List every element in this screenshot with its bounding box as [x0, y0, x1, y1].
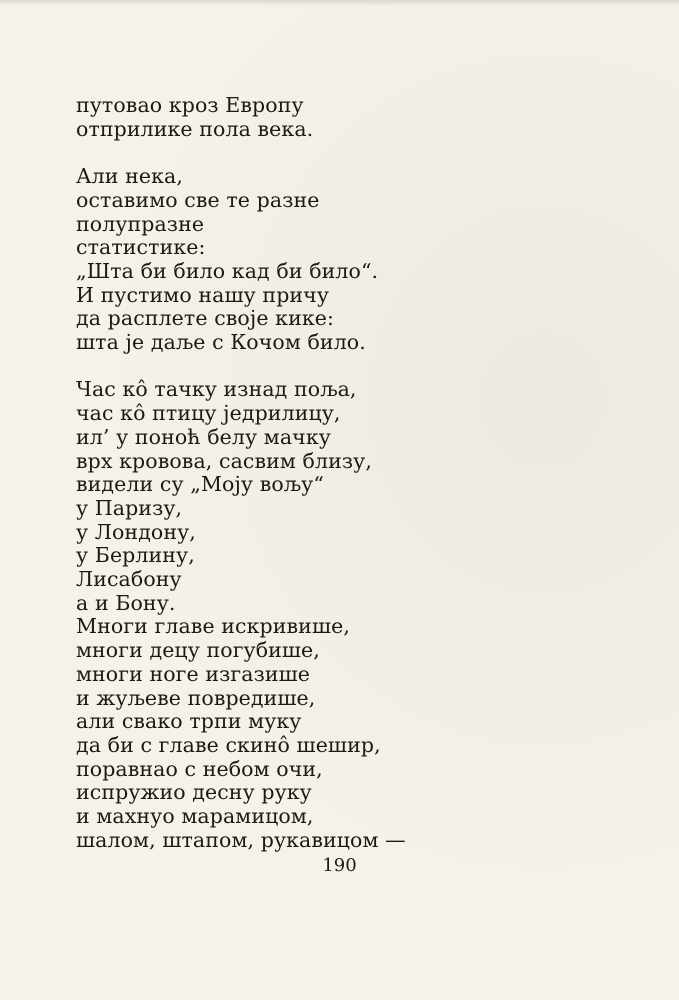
- stanza-break: [76, 355, 406, 379]
- poem-line: „Шта би било кад би било“.: [76, 258, 379, 283]
- page-top-edge: [0, 0, 679, 6]
- poem-line: и махнуо марамицом,: [76, 804, 314, 829]
- page-number: 190: [322, 855, 357, 876]
- poem-line: многи децу погубише,: [76, 638, 320, 663]
- poem-line: да расплете своје кике:: [76, 306, 334, 331]
- poem-line: Лисабону: [76, 567, 182, 592]
- poem-line: у Паризу,: [76, 495, 183, 520]
- poem-line: Али нека,: [76, 164, 183, 189]
- poem-line: али свако трпи муку: [76, 709, 302, 734]
- poem-line: оставимо све те разне: [76, 187, 320, 212]
- poem-line: ил’ у поноћ белу мачку: [76, 424, 331, 449]
- poem-line: у Берлину,: [76, 543, 195, 568]
- poem-line: поравнао с небом очи,: [76, 756, 323, 781]
- show-through-text: [391, 80, 641, 124]
- poem-line: и жуљеве повредише,: [76, 685, 316, 710]
- poem-line: многи ноге изгазише: [76, 661, 311, 686]
- poem-line: у Лондону,: [76, 519, 196, 544]
- poem-line: шта је даље с Кочом било.: [76, 330, 366, 355]
- poem-line: видели су „Моју вољу“: [76, 472, 324, 497]
- poem-line: а и Бону.: [76, 590, 176, 615]
- poem-text: [76, 94, 406, 852]
- poem-line: да би с главе скинô шешир,: [76, 732, 381, 757]
- poem-line: врх кровова, сасвим близу,: [76, 448, 372, 473]
- poem-line: И пустимо нашу причу: [76, 282, 329, 307]
- poem-line: час кô птицу једрилицу,: [76, 401, 341, 426]
- poem-line: путовао кроз Европу: [76, 93, 304, 117]
- stanza-break: [76, 141, 406, 165]
- poem-line: Час кô тачку изнад поља,: [76, 377, 357, 402]
- poem-line: полупразне: [76, 211, 205, 236]
- poem-line: Многи главе искривише,: [76, 614, 350, 639]
- poem-line: статистике:: [76, 235, 206, 260]
- poem-line: испружио десну руку: [76, 780, 312, 805]
- poem-line: отприлике пола века.: [76, 116, 314, 141]
- poem-line: шалом, штапом, рукавицом —: [76, 827, 406, 852]
